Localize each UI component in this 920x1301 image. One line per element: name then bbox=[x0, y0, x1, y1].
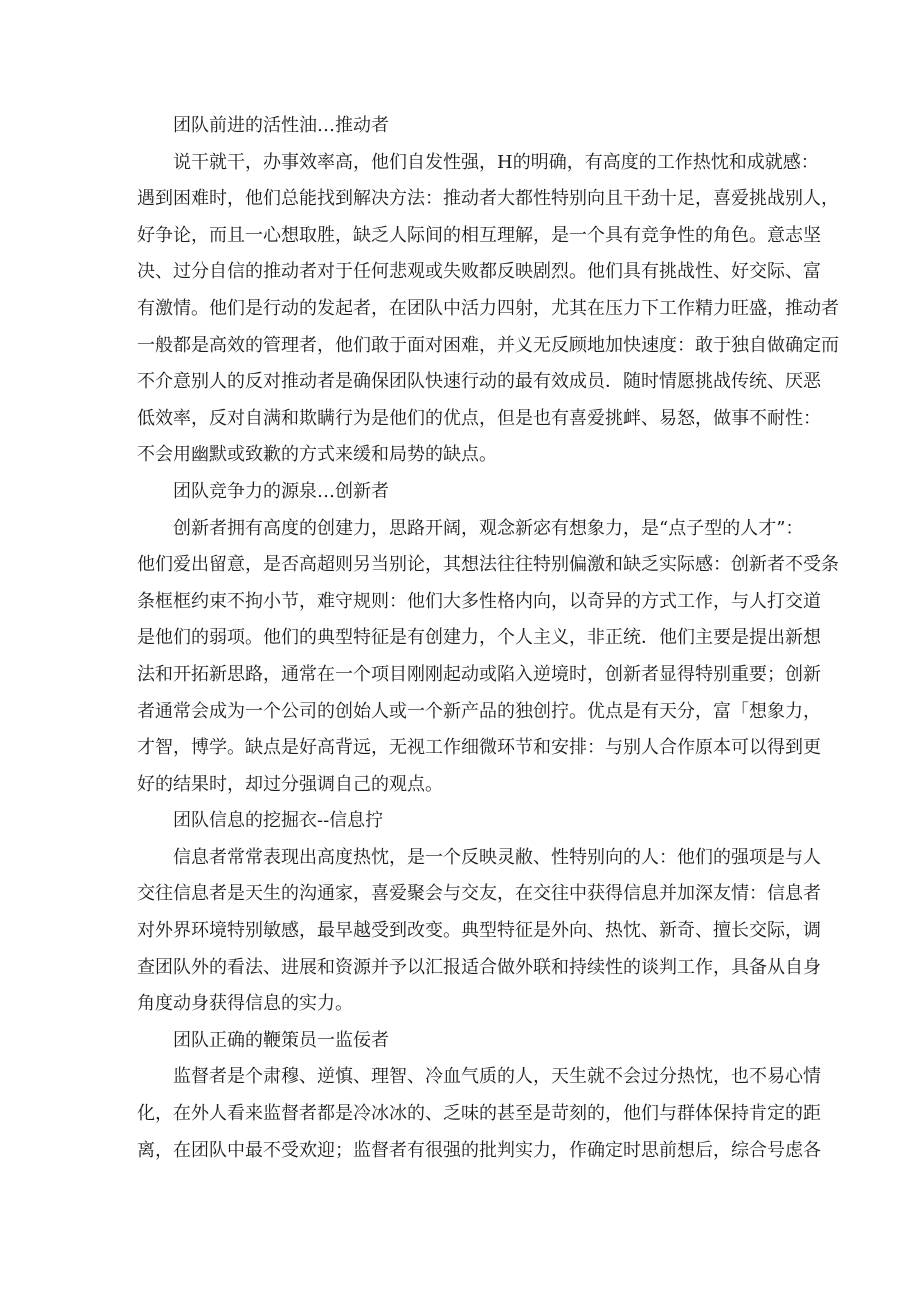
section-heading: 团队前进的活性油…推动者 bbox=[173, 115, 389, 136]
paragraph-line: 信息者常常表现出高度热忱，是一个反映灵敝、性特别向的人：他们的强项是与人 bbox=[173, 846, 821, 868]
section-paragraph bbox=[137, 145, 839, 474]
section-heading: 团队竞争力的源泉…创新者 bbox=[173, 480, 389, 502]
section-paragraph bbox=[137, 511, 839, 804]
section-paragraph bbox=[137, 1059, 821, 1169]
paragraph-line: 不会用幽默或致歉的方式来缓和局势的缺点。 bbox=[137, 444, 497, 466]
paragraph-line: 不介意别人的反对推动者是确保团队快速行动的最有效成员．随时情愿挑战传统、厌恶 bbox=[137, 371, 821, 393]
section-heading: 团队信息的挖掘衣--信息拧 bbox=[173, 810, 384, 832]
section-informer bbox=[137, 803, 821, 1023]
paragraph-line: 低效率，反对自满和欺瞒行为是他们的优点，但是也有喜爱挑衅、易怒，做事不耐性： bbox=[137, 407, 821, 429]
paragraph-line: 化，在外人看来监督者都是冷冰冰的、乏味的甚至是苛刻的，他们与群体保持肯定的距 bbox=[137, 1103, 821, 1125]
paragraph-line: 遇到困难时，他们总能找到解决方法：推动者大都性特别向且干劲十足，喜爱挑战别人， bbox=[137, 188, 839, 210]
section-innovator bbox=[137, 474, 839, 803]
paragraph-line: 创新者拥有高度的创建力，思路开阔，观念新宓有想象力，是“点子型的人才”： bbox=[173, 517, 804, 539]
paragraph-line: 对外界环境特别敏感，最早越受到改变。典型特征是外向、热忱、新奇、擅长交际，调 bbox=[137, 920, 821, 942]
section-heading: 团队正确的鞭策员一监佞者 bbox=[173, 1029, 389, 1051]
paragraph-line: 决、过分自信的推动者对于任何悲观或失败都反映剧烈。他们具有挑战性、好交际、富 bbox=[137, 261, 821, 283]
paragraph-line: 有激情。他们是行动的发起者，在团队中活力四射，尤其在压力下工作精力旺盛，推动者 bbox=[137, 297, 839, 319]
paragraph-line: 离，在团队中最不受欢迎；监督者有很强的批判实力，作确定时思前想后，综合号虑各 bbox=[137, 1139, 821, 1161]
section-paragraph bbox=[137, 840, 821, 1023]
section-monitor bbox=[137, 1023, 821, 1169]
paragraph-line: 角度动身获得信息的实力。 bbox=[137, 993, 353, 1015]
paragraph-line: 好的结果时，却过分强调自己的观点。 bbox=[137, 773, 443, 795]
paragraph-line: 交往信息者是天生的沟通家，喜爱聚会与交友，在交往中获得信息并加深友情：信息者 bbox=[137, 883, 821, 905]
section-driver bbox=[137, 108, 839, 474]
paragraph-line: 条框框约束不拘小节，难守规则：他们大多性格内向，以奇异的方式工作，与人打交道 bbox=[137, 590, 821, 612]
paragraph-line: 查团队外的看法、进展和资源并予以汇报适合做外联和持续性的谈判工作，具备从自身 bbox=[137, 956, 821, 978]
paragraph-line: 法和开拓新思路，通常在一个项目刚刚起动或陷入逆境时，创新者显得特别重要；创新 bbox=[137, 663, 821, 685]
paragraph-line: 监督者是个肃穆、逆慎、理智、冷血气质的人，天生就不会过分热忱，也不易心情 bbox=[173, 1066, 821, 1088]
paragraph-line: 者通常会成为一个公司的创始人或一个新产品的独创拧。优点是有天分，富「想象力， bbox=[137, 700, 821, 722]
paragraph-line: 是他们的弱项。他们的典型特征是有创建力，个人主义，非正统．他们主要是提出新想 bbox=[137, 627, 821, 649]
paragraph-line: 好争论，而且一心想取胜，缺乏人际间的相互理解，是一个具有竞争性的角色。意志坚 bbox=[137, 224, 821, 246]
paragraph-line: 才智，博学。缺点是好高背远，无视工作细微环节和安排：与别人合作原本可以得到更 bbox=[137, 737, 821, 759]
document-page bbox=[137, 108, 839, 1169]
paragraph-line: 他们爱出留意，是否高超则另当别论，其想法往往特别偏激和缺乏实际感：创新者不受条 bbox=[137, 554, 839, 576]
paragraph-line: 说干就干，办事效率高，他们自发性强，H的明确，有高度的工作热忱和成就感： bbox=[173, 151, 819, 173]
paragraph-line: 一般都是高效的管理者，他们敢于面对困难，并义无反顾地加快速度：敢于独自做确定而 bbox=[137, 334, 839, 356]
